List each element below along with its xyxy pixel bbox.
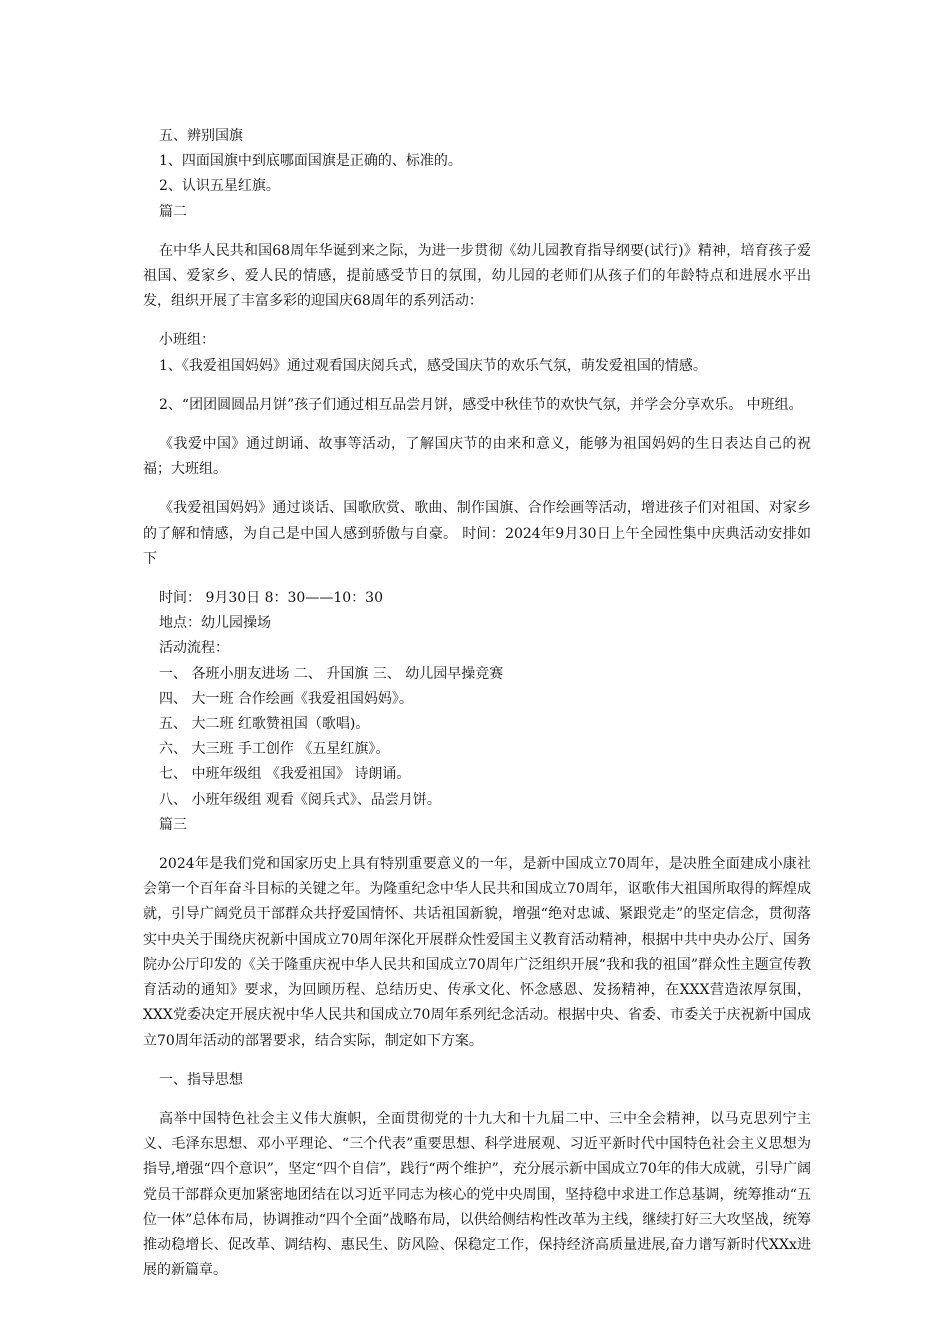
paragraph: 《我爱祖国妈妈》通过谈话、国歌欣赏、歌曲、制作国旗、合作绘画等活动，增进孩子们对祖国、对家乡的了解和情感，为自己是中国人感到骄傲与自豪。 时间：2024年9月30日上午全园性集中庆典活动安排如下 <box>143 500 811 567</box>
heading-guiding-ideology: 一、指导思想 <box>159 1071 243 1088</box>
group-heading-small-class: 小班组： <box>159 332 215 349</box>
schedule-location: 地点：幼儿园操场 <box>159 615 271 632</box>
schedule-flow-heading: 活动流程： <box>159 640 229 657</box>
section-heading-part-three: 篇三 <box>159 816 187 833</box>
heading-distinguish-flag: 五、辨别国旗 <box>159 128 243 144</box>
list-item: 八、 小班年级组 观看《阅兵式》、品尝月饼。 <box>159 791 441 808</box>
list-item: 六、 大三班 手工创作 《五星红旗》。 <box>159 741 390 758</box>
list-item: 1、《我爱祖国妈妈》通过观看国庆阅兵式，感受国庆节的欢乐气氛，萌发爱祖国的情感。 <box>159 357 707 374</box>
document-page <box>143 124 811 1297</box>
paragraph: 在中华人民共和国68周年华诞到来之际，为进一步贯彻《幼儿园教育指导纲要(试行)》精神，培育孩子爱祖国、爱家乡、爱人民的情感，提前感受节日的氛围，幼儿园的老师们从孩子们的年龄特点和进展水平出发，组织开展了丰富多彩的迎国庆68周年的系列活动： <box>143 242 811 310</box>
list-item: 四、 大一班 合作绘画《我爱祖国妈妈》。 <box>159 690 413 707</box>
paragraph: 2、“团团圆圆品月饼”孩子们通过相互品尝月饼，感受中秋佳节的欢快气氛，并学会分享欢乐。 中班组。 <box>159 396 803 413</box>
section-heading-part-two: 篇二 <box>159 203 187 220</box>
list-item: 五、 大二班 红歌赞祖国（歌唱)。 <box>159 716 370 733</box>
list-item: 1、四面国旗中到底哪面国旗是正确的、标准的。 <box>159 153 462 170</box>
schedule-time: 时间： 9月30日 8：30——10：30 <box>159 590 383 607</box>
paragraph: 2024年是我们党和国家历史上具有特别重要意义的一年，是新中国成立70周年，是决胜全面建成小康社会第一个百年奋斗目标的关键之年。为隆重纪念中华人民共和国成立70周年，讴歌伟大祖国所取得的辉煌成就，引导广阔党员干部群众共抒爱国情怀、共话祖国新貌，增强“绝对忠诚、紧跟党走”的坚定信念，贯彻落实中央关于围绕庆祝新中国成立70周年深化开展群众性爱国主义教育活动精神，根据中共中央办公厅、国务院办公厅印发的《关于隆重庆祝中华人民共和国成立70周年广泛组织开展“我和我的祖国”群众性主题宣传教育活动的通知》要求，为回顾历程、总结历史、传承文化、怀念感恩、发扬精神，在XXX营造浓厚氛围，XXX党委决定开展庆祝中华人民共和国成立70周年系列纪念活动。根据中央、省委、市委关于庆祝新中国成立70周年活动的部署要求，结合实际，制定如下方案。 <box>143 856 811 1049</box>
list-item: 七、 中班年级组 《我爱祖国》 诗朗诵。 <box>159 766 411 783</box>
list-item: 2、认识五星红旗。 <box>159 178 280 195</box>
list-item: 一、 各班小朋友进场 二、 升国旗 三、 幼儿园早操竞赛 <box>159 665 504 682</box>
paragraph: 《我爱中国》通过朗诵、故事等活动，了解国庆节的由来和意义，能够为祖国妈妈的生日表达自己的祝福；大班组。 <box>143 436 811 478</box>
paragraph: 高举中国特色社会主义伟大旗帜，全面贯彻党的十九大和十九届二中、三中全会精神，以马克思列宁主义、毛泽东思想、邓小平理论、“三个代表”重要思想、科学进展观、习近平新时代中国特色社会主义思想为指导,增强“四个意识”，坚定“四个自信”，践行“两个维护”，充分展示新中国成立70年的伟大成就，引导广阔党员干部群众更加紧密地团结在以习近平同志为核心的党中央周围，坚持稳中求进工作总基调，统筹推动“五位一体”总体布局，协调推动“四个全面”战略布局，以供给侧结构性改革为主线，继续打好三大攻坚战，统筹推动稳增长、促改革、调结构、惠民生、防风险、保稳定工作，保持经济高质量进展,奋力谱写新时代XXx进展的新篇章。 <box>143 1110 811 1279</box>
